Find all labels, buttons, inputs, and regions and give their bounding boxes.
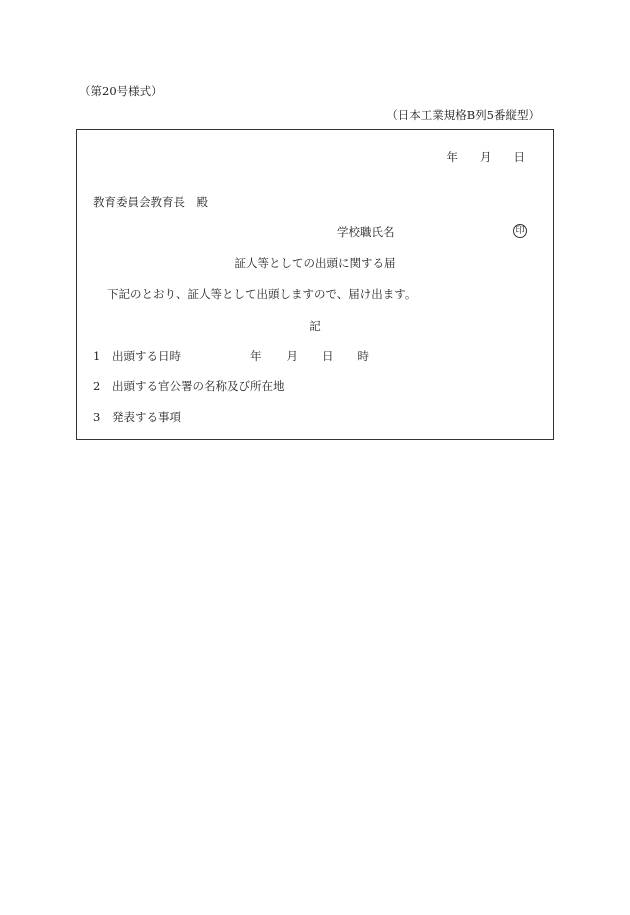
item-2	[93, 379, 285, 393]
item-label: 出頭する日時	[112, 349, 181, 363]
date-line	[447, 150, 526, 164]
item-label: 出頭する官公署の名称及び所在地	[112, 379, 285, 393]
item-3	[93, 410, 181, 424]
ki-heading: 記	[309, 319, 321, 333]
datetime-month: 月	[286, 349, 298, 363]
datetime-hour: 時	[357, 349, 369, 363]
date-day: 日	[513, 150, 525, 164]
datetime-year: 年	[250, 349, 262, 363]
item-1	[93, 349, 369, 363]
item-number: 1	[93, 349, 101, 363]
form-box	[76, 129, 554, 440]
item-number: 3	[93, 410, 101, 424]
addressee: 教育委員会教育長 殿	[93, 195, 208, 209]
date-month: 月	[480, 150, 492, 164]
official-name-label: 学校職氏名	[337, 225, 395, 239]
paper-size-note: （日本工業規格B列5番縦型）	[386, 108, 540, 122]
seal-mark: 印	[513, 224, 527, 238]
datetime-day: 日	[322, 349, 334, 363]
body-text: 下記のとおり、証人等として出頭しますので、届け出ます。	[107, 287, 417, 301]
item-number: 2	[93, 379, 101, 393]
form-number: （第20号様式）	[79, 84, 163, 98]
document-title: 証人等としての出頭に関する届	[234, 256, 396, 270]
item-label: 発表する事項	[112, 410, 181, 424]
date-year: 年	[446, 150, 458, 164]
